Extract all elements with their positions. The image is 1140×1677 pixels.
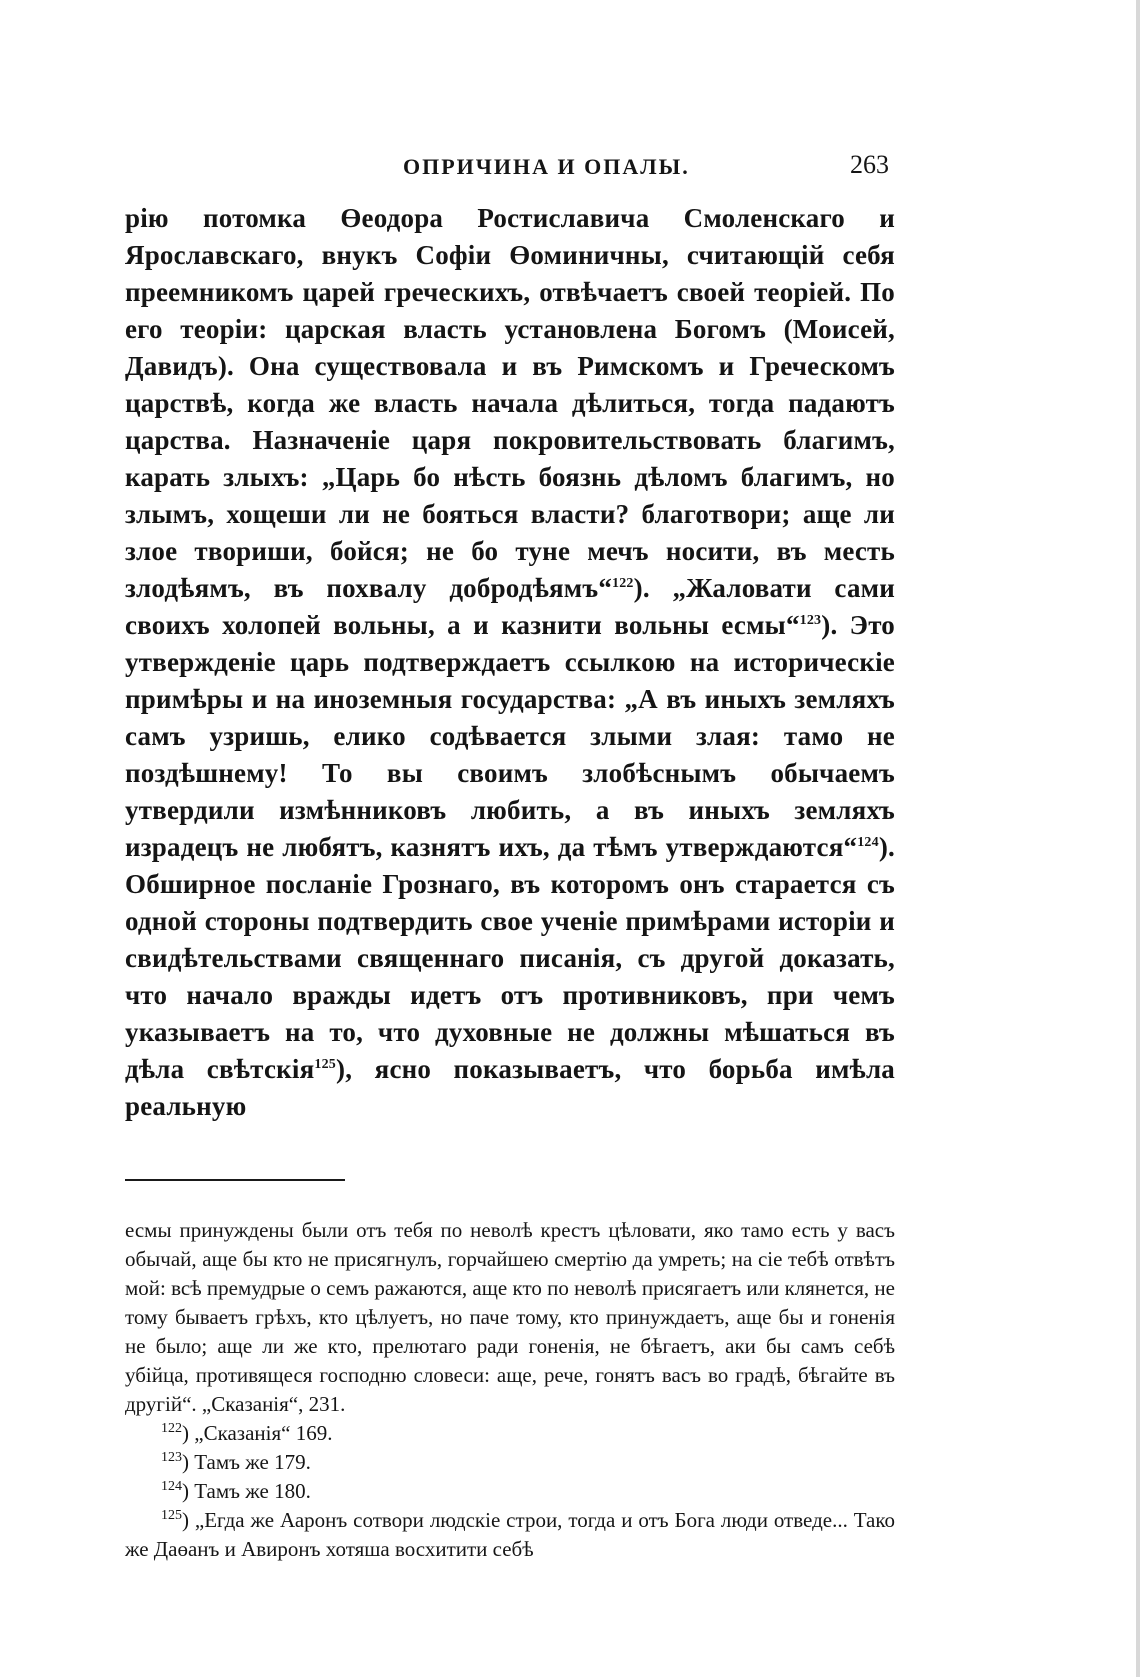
text-segment: ). Обширное посланіе Грознаго, въ которомъ онъ старается съ одной стороны подтвердить свое ученіе примѣрами исторіи и свидѣтельствами священнаго писанія, съ другой доказать, что начало вражды идетъ отъ противниковъ, при чемъ указываетъ на то, что духовные не должны мѣшаться въ дѣла свѣтскія bbox=[125, 832, 895, 1084]
footnote-124 bbox=[125, 1477, 895, 1506]
footnote-ref: 124 bbox=[857, 835, 879, 850]
footnote-ref: 123 bbox=[799, 613, 822, 628]
footnote-ref: 125 bbox=[314, 1057, 337, 1072]
footnote-122 bbox=[125, 1419, 895, 1448]
footnote-text: ) „Сказанія“ 169. bbox=[182, 1421, 333, 1445]
footnote-ref: 122 bbox=[612, 576, 634, 591]
text-segment: рію потомка Өеодора Ростиславича Смоленскаго и Ярославскаго, внукъ Софіи Өоминичны, считающій себя преемникомъ царей греческихъ, отвѣчаетъ своей теоріей. По его теоріи: царская власть установлена Богомъ (Моисей, Давидъ). Она существовала и въ Римскомъ и Греческомъ царствѣ, когда же власть начала дѣлиться, тогда падаютъ царства. Назначеніе царя покровительствовать благимъ, карать злыхъ: „Царь бо нѣсть боязнь дѣломъ благимъ, но злымъ, хощеши ли не бояться власти? благотвори; аще ли злое твориши, бойся; не бо туне мечъ носити, въ месть злодѣямъ, въ похвалу добродѣямъ“ bbox=[125, 203, 895, 603]
footnote-125 bbox=[125, 1506, 895, 1564]
footnote-text: ) Тамъ же 179. bbox=[182, 1450, 311, 1474]
text-segment: ). Это утвержденіе царь подтверждаетъ ссылкою на историческіе примѣры и на иноземныя государства: „А въ иныхъ земляхъ самъ узришь, елико содѣвается злыми злая: тамо не поздѣшнему! То вы своимъ злобѣснымъ обычаемъ утвердили измѣнниковъ любить, а въ иныхъ земляхъ израдецъ не любятъ, казнятъ ихъ, да тѣмъ утверждаются“ bbox=[125, 610, 895, 862]
footnotes bbox=[125, 1216, 895, 1564]
text-segment: ). „Жаловати сами своихъ холопей вольны, а и казнити вольны есмы“ bbox=[125, 573, 895, 640]
footnote-number: 125 bbox=[161, 1508, 182, 1523]
footnote-text: ) „Егда же Ааронъ сотвори людскіе строи, тогда и отъ Бога люди отведе... Тако же Даөанъ и Авиронъ хотяша восхитити себѣ bbox=[125, 1508, 895, 1561]
page-header bbox=[125, 140, 895, 188]
footnote-number: 124 bbox=[161, 1479, 182, 1494]
footnote-123 bbox=[125, 1448, 895, 1477]
main-text bbox=[125, 200, 895, 1125]
text-segment: ), ясно показываетъ, что борьба имѣла реальную bbox=[125, 1054, 895, 1121]
book-page bbox=[125, 140, 895, 1564]
running-title: ОПРИЧИНА И ОПАЛЫ. bbox=[403, 154, 690, 179]
footnote-continuation: есмы принуждены были отъ тебя по неволѣ крестъ цѣловати, яко тамо есть у васъ обычай, аще бы кто не присягнулъ, горчайшею смертію да умреть; на сіе тебѣ отвѣтъ мой: всѣ премудрые о семъ ражаются, аще кто по неволѣ присягаетъ или клянется, не тому бываетъ грѣхъ, кто цѣлуетъ, но паче тому, кто принуждаетъ, аще бы и гоненія не было; аще ли же кто, прелютаго ради гоненія, не бѣгаетъ, аки бы самъ себѣ убійца, противящеся господню словеси: аще, рече, гонятъ васъ во градѣ, бѣгайте въ другій“. „Сказанія“, 231. bbox=[125, 1218, 895, 1416]
footnote-number: 123 bbox=[161, 1450, 182, 1465]
footnote-number: 122 bbox=[161, 1421, 182, 1436]
footnote-text: ) Тамъ же 180. bbox=[182, 1479, 311, 1503]
scan-edge bbox=[1136, 0, 1140, 1677]
page-number: 263 bbox=[850, 150, 889, 179]
footnote-separator bbox=[125, 1179, 345, 1181]
